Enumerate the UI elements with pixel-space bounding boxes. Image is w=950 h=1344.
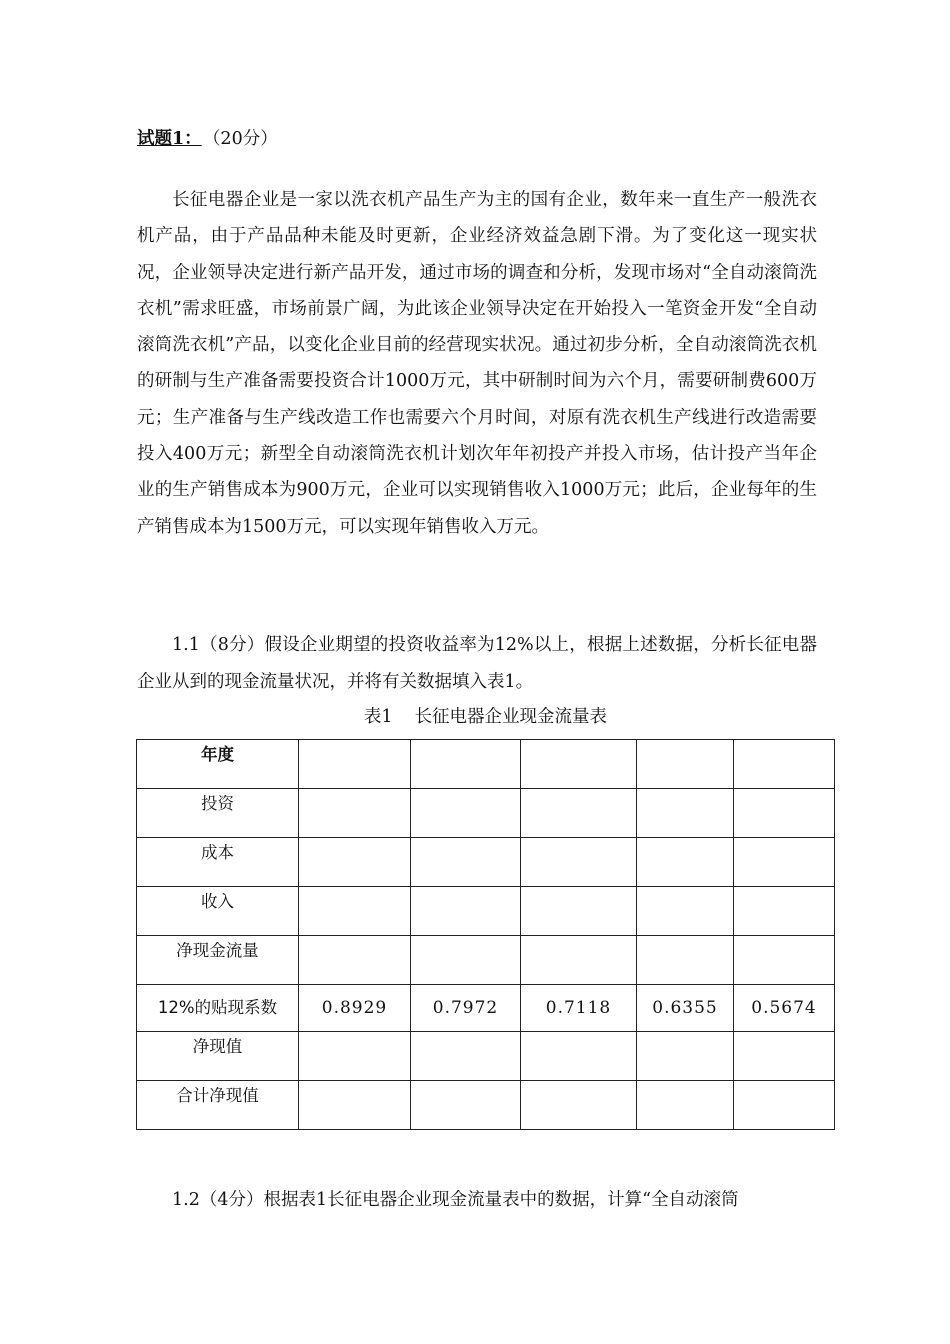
table-cell bbox=[521, 789, 637, 838]
row-label-cost: 成本 bbox=[137, 838, 299, 887]
table-cell bbox=[637, 789, 734, 838]
table-cell bbox=[411, 1081, 521, 1130]
question-1-1: 1.1（8分）假设企业期望的投资收益率为12%以上，根据上述数据，分析长征电器企业从到的现金流量状况，并将有关数据填入表1。 bbox=[137, 635, 817, 692]
table-cell bbox=[637, 838, 734, 887]
question-points: （20分） bbox=[211, 129, 278, 149]
table-row-cost bbox=[137, 838, 835, 887]
table-cell bbox=[637, 740, 734, 789]
table-cell bbox=[521, 887, 637, 936]
row-label-year: 年度 bbox=[137, 740, 299, 789]
table-cell bbox=[521, 936, 637, 985]
table-cell bbox=[734, 789, 835, 838]
question-1-2: 1.2（4分）根据表1长征电器企业现金流量表中的数据，计算“全自动滚筒 bbox=[172, 1190, 739, 1210]
intro-paragraph: 长征电器企业是一家以洗衣机产品生产为主的国有企业，数年来一直生产一般洗衣机产品，由于产品品种未能及时更新，企业经济效益急剧下滑。为了变化这一现实状况，企业领导决定进行新产品开发，通过市场的调查和分析，发现市场对“全自动滚筒洗衣机”需求旺盛，市场前景广阔，为此该企业领导决定在开始投入一笔资金开发“全自动滚筒洗衣机”产品，以变化企业目前的经营现实状况。通过初步分析，全自动滚筒洗衣机的研制与生产准备需要投资合计1000万元，其中研制时间为六个月，需要研制费600万元；生产准备与生产线改造工作也需要六个月时间，对原有洗衣机生产线进行改造需要投入400万元；新型全自动滚筒洗衣机计划次年年初投产并投入市场，估计投产当年企业的生产销售成本为900万元，企业可以实现销售收入1000万元；此后，企业每年的生产销售成本为1500万元，可以实现年销售收入万元。 bbox=[137, 190, 817, 537]
cash-flow-table bbox=[136, 739, 835, 1130]
table-cell bbox=[299, 887, 411, 936]
table-caption bbox=[137, 704, 834, 730]
row-label-investment: 投资 bbox=[137, 789, 299, 838]
row-label-discount-factor: 12%的贴现系数 bbox=[137, 985, 299, 1032]
row-label-net-cash-flow: 净现金流量 bbox=[137, 936, 299, 985]
table-cell bbox=[734, 1032, 835, 1081]
table-cell bbox=[299, 740, 411, 789]
table-row-net-cash-flow bbox=[137, 936, 835, 985]
question-number: 试题1： bbox=[137, 129, 202, 149]
table-cell bbox=[521, 740, 637, 789]
table-cell: 0.8929 bbox=[299, 985, 411, 1032]
table-cell bbox=[734, 740, 835, 789]
table-cell: 0.7972 bbox=[411, 985, 521, 1032]
table-cell bbox=[637, 936, 734, 985]
table-cell: 0.7118 bbox=[521, 985, 637, 1032]
table-cell bbox=[734, 1081, 835, 1130]
table-cell bbox=[521, 1032, 637, 1081]
table-cell bbox=[299, 789, 411, 838]
table-row-total-npv bbox=[137, 1081, 835, 1130]
table-cell bbox=[521, 1081, 637, 1130]
table-cell bbox=[411, 887, 521, 936]
table-cell bbox=[521, 838, 637, 887]
table-cell bbox=[411, 1032, 521, 1081]
table-row-revenue bbox=[137, 887, 835, 936]
table-cell bbox=[637, 1081, 734, 1130]
table-cell bbox=[734, 838, 835, 887]
table-cell bbox=[411, 740, 521, 789]
row-label-revenue: 收入 bbox=[137, 887, 299, 936]
table-row-year bbox=[137, 740, 835, 789]
table-cell: 0.6355 bbox=[637, 985, 734, 1032]
table-row-net-present-value bbox=[137, 1032, 835, 1081]
table-caption-title: 长征电器企业现金流量表 bbox=[414, 707, 608, 727]
table-row-discount-factor bbox=[137, 985, 835, 1032]
table-cell bbox=[299, 936, 411, 985]
table-cell bbox=[637, 887, 734, 936]
row-label-total-npv: 合计净现值 bbox=[137, 1081, 299, 1130]
table-cell bbox=[411, 936, 521, 985]
table-cell: 0.5674 bbox=[734, 985, 835, 1032]
table-cell bbox=[411, 789, 521, 838]
table-caption-number: 表1 bbox=[363, 707, 393, 727]
table-cell bbox=[299, 1032, 411, 1081]
table-cell bbox=[637, 1032, 734, 1081]
table-cell bbox=[734, 936, 835, 985]
row-label-net-present-value: 净现值 bbox=[137, 1032, 299, 1081]
table-cell bbox=[411, 838, 521, 887]
table-cell bbox=[734, 887, 835, 936]
question-heading bbox=[137, 126, 278, 152]
table-cell bbox=[299, 1081, 411, 1130]
table-cell bbox=[299, 838, 411, 887]
table-row-investment bbox=[137, 789, 835, 838]
